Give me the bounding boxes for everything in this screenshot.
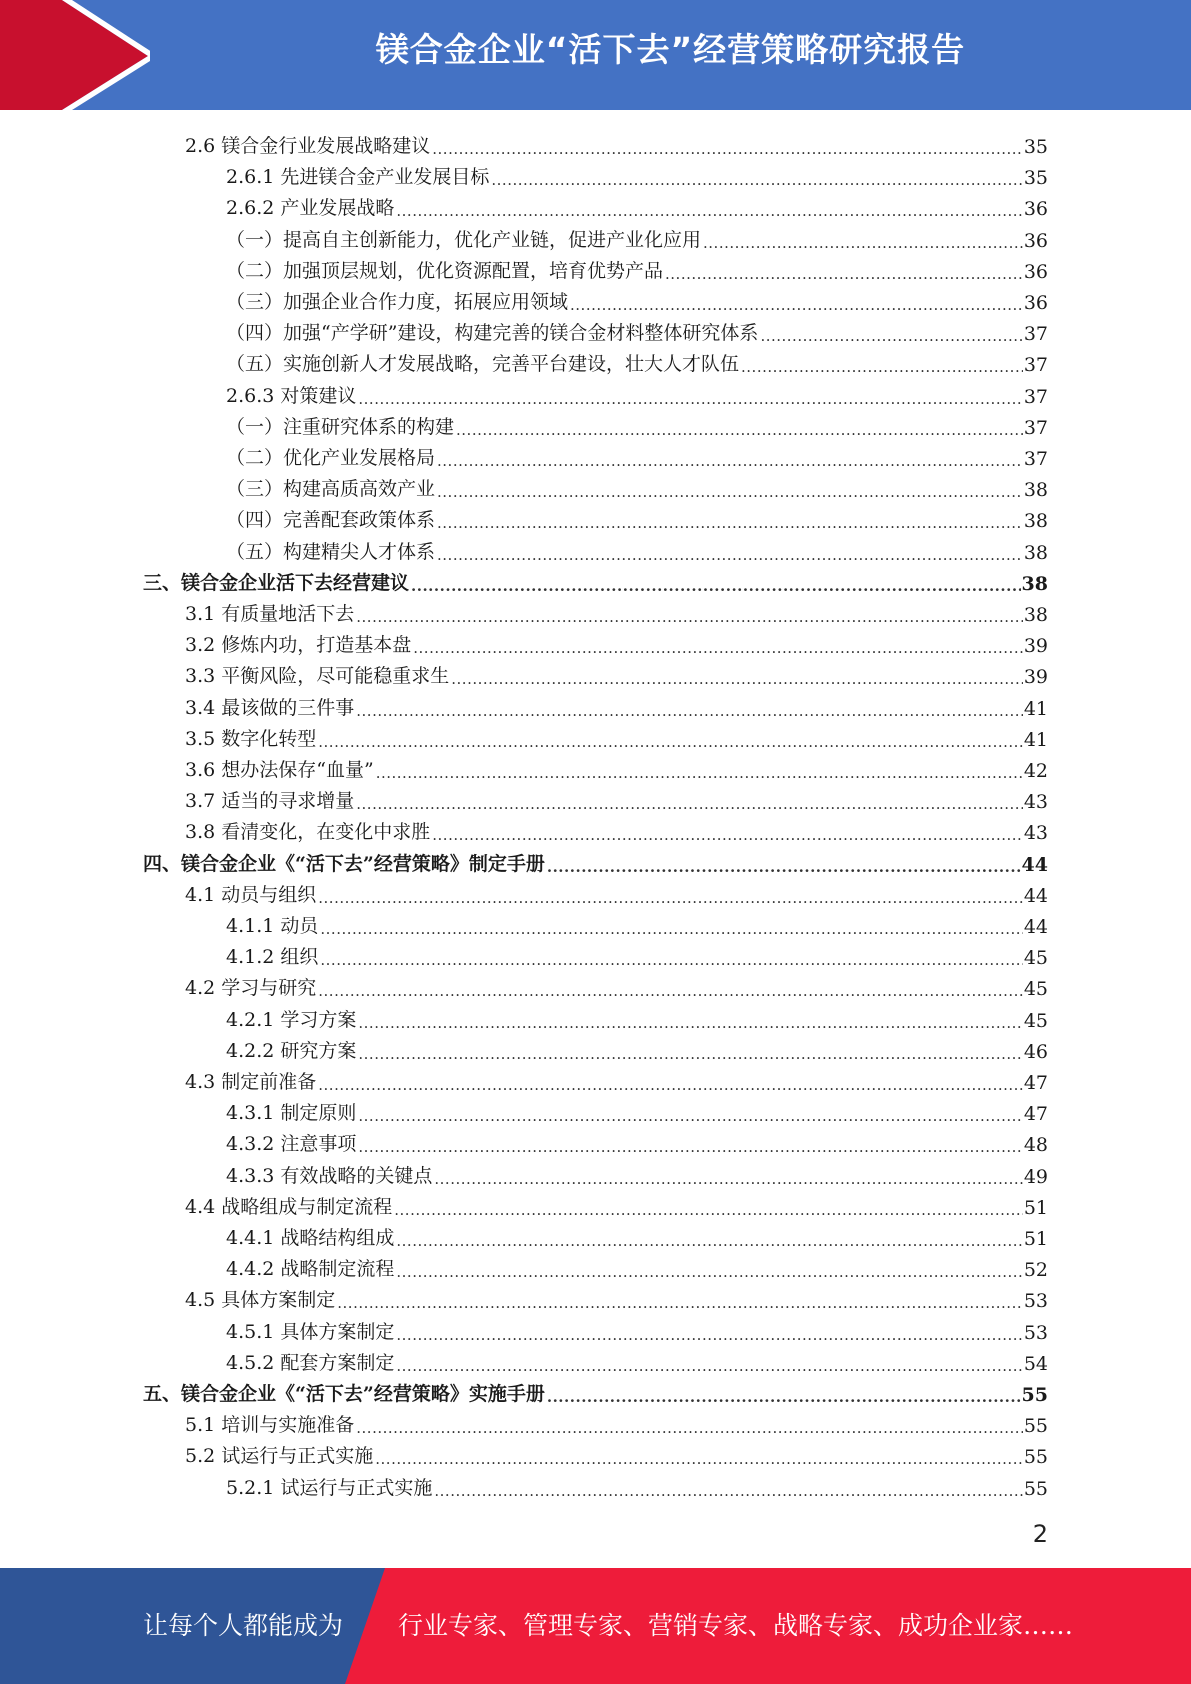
toc-leader-dots	[491, 169, 1022, 189]
toc-entry[interactable]	[226, 533, 1048, 564]
toc-entry-label: （四）完善配套政策体系	[226, 509, 436, 532]
toc-entry[interactable]	[226, 408, 1048, 439]
toc-entry-label: （一）提高自主创新能力，优化产业链，促进产业化应用	[226, 228, 702, 251]
footer-slogan-right: 行业专家、管理专家、营销专家、战略专家、成功企业家……	[398, 1611, 1074, 1640]
toc-leader-dots	[547, 1386, 1021, 1406]
toc-leader-dots	[437, 544, 1023, 564]
toc-entry-page: 53	[1023, 1290, 1048, 1313]
toc-entry-label: 3.1 有质量地活下去	[185, 603, 355, 625]
toc-entry-label: 3.3 平衡风险，尽可能稳重求生	[185, 665, 450, 688]
toc-entry[interactable]	[185, 689, 1048, 720]
toc-entry-label: 3.6 想办法保存“血量”	[185, 759, 374, 781]
toc-leader-dots	[318, 731, 1023, 751]
toc-entry-label: 4.5.1 具体方案制定	[226, 1320, 395, 1343]
toc-entry[interactable]	[226, 1157, 1048, 1188]
toc-entry-label: （二）优化产业发展格局	[226, 447, 436, 469]
toc-entry[interactable]	[226, 158, 1048, 189]
toc-leader-dots	[396, 1324, 1022, 1344]
toc-entry-label: 4.4 战略组成与制定流程	[185, 1195, 393, 1218]
toc-entry-page: 55	[1023, 1415, 1048, 1438]
toc-leader-dots	[356, 793, 1023, 813]
toc-leader-dots	[318, 980, 1023, 1000]
toc-entry[interactable]	[226, 221, 1048, 252]
toc-entry[interactable]	[226, 1344, 1048, 1375]
toc-entry[interactable]	[226, 1313, 1048, 1344]
toc-leader-dots	[358, 388, 1022, 408]
toc-leader-dots	[358, 1012, 1022, 1032]
toc-entry-label: 4.1.1 动员	[226, 915, 319, 937]
toc-entry[interactable]	[226, 252, 1048, 283]
toc-entry-label: 4.5.2 配套方案制定	[226, 1351, 395, 1374]
toc-entry-label: 4.3.2 注意事项	[226, 1133, 357, 1156]
toc-entry-label: 4.1 动员与组织	[185, 883, 317, 906]
toc-entry-label: （三）加强企业合作力度，拓展应用领域	[226, 291, 569, 313]
toc-leader-dots	[396, 1230, 1022, 1250]
toc-entry-page: 45	[1023, 978, 1048, 1001]
toc-entry-page: 44	[1023, 916, 1048, 938]
toc-entry-page: 38	[1023, 604, 1048, 626]
toc-entry[interactable]	[226, 1032, 1048, 1063]
toc-entry-label: 5.1 培训与实施准备	[185, 1414, 355, 1437]
toc-entry-label: （二）加强顶层规划，优化资源配置，培育优势产品	[226, 259, 664, 282]
toc-entry-page: 48	[1023, 1134, 1048, 1157]
toc-entry-page: 37	[1023, 354, 1048, 377]
toc-entry-page: 37	[1023, 416, 1048, 439]
toc-entry[interactable]	[185, 657, 1048, 688]
toc-entry-page: 35	[1023, 136, 1048, 158]
toc-entry[interactable]	[185, 1063, 1048, 1094]
toc-leader-dots	[741, 356, 1023, 376]
toc-entry-page: 44	[1021, 853, 1048, 876]
toc-entry-label: 三、镁合金企业活下去经营建议	[143, 571, 410, 594]
toc-entry[interactable]	[226, 1219, 1048, 1250]
toc-leader-dots	[432, 138, 1023, 158]
toc-leader-dots	[358, 1105, 1022, 1125]
toc-entry[interactable]	[226, 314, 1048, 345]
toc-entry-label: （三）构建高质高效产业	[226, 478, 436, 501]
toc-entry-page: 39	[1023, 635, 1048, 658]
toc-leader-dots	[434, 1480, 1022, 1500]
toc-leader-dots	[356, 700, 1023, 720]
toc-entry-page: 43	[1023, 822, 1048, 845]
toc-entry[interactable]	[185, 1437, 1048, 1468]
toc-entry[interactable]	[226, 470, 1048, 501]
toc-leader-dots	[394, 1199, 1023, 1219]
footer-slogan-left: 让每个人都能成为	[143, 1611, 344, 1640]
toc-entry-page: 44	[1023, 884, 1048, 907]
toc-leader-dots	[437, 481, 1023, 501]
toc-entry[interactable]	[143, 564, 1048, 595]
toc-entry-page: 51	[1023, 1228, 1048, 1250]
toc-entry-label: 4.2.2 研究方案	[226, 1039, 357, 1062]
toc-leader-dots	[456, 419, 1023, 439]
toc-leader-dots	[337, 1292, 1023, 1312]
toc-leader-dots	[411, 575, 1021, 595]
toc-entry-page: 55	[1023, 1477, 1048, 1500]
toc-entry-label: （一）注重研究体系的构建	[226, 415, 455, 438]
toc-entry-label: 4.3.3 有效战略的关键点	[226, 1164, 433, 1187]
toc-entry-page: 46	[1023, 1040, 1048, 1063]
toc-entry[interactable]	[226, 189, 1048, 220]
toc-leader-dots	[375, 1448, 1023, 1468]
toc-entry-label: 4.2 学习与研究	[185, 977, 317, 1000]
toc-entry[interactable]	[185, 720, 1048, 751]
toc-entry-label: 5.2 试运行与正式实施	[185, 1445, 374, 1468]
toc-entry-label: 4.4.1 战略结构组成	[226, 1227, 395, 1249]
header-red-chevron	[0, 0, 150, 110]
toc-entry-label: 4.4.2 战略制定流程	[226, 1258, 395, 1281]
toc-entry-label: 五、镁合金企业《“活下去”经营策略》实施手册	[143, 1383, 545, 1405]
toc-entry-page: 37	[1023, 323, 1048, 346]
toc-leader-dots	[434, 1168, 1022, 1188]
toc-entry[interactable]	[185, 626, 1048, 657]
toc-entry-label: （五）构建精尖人才体系	[226, 540, 436, 563]
toc-leader-dots	[547, 856, 1021, 876]
toc-entry-page: 47	[1023, 1103, 1048, 1126]
toc-leader-dots	[356, 606, 1023, 626]
toc-entry-page: 38	[1023, 541, 1048, 564]
toc-entry-page: 52	[1023, 1259, 1048, 1282]
toc-entry-label: 4.3.1 制定原则	[226, 1102, 357, 1125]
toc-entry[interactable]	[226, 1125, 1048, 1156]
toc-entry[interactable]	[185, 751, 1048, 782]
toc-entry-page: 38	[1023, 510, 1048, 533]
toc-entry-label: （五）实施创新人才发展战略，完善平台建设，壮大人才队伍	[226, 353, 740, 376]
toc-entry-label: 3.5 数字化转型	[185, 727, 317, 750]
toc-leader-dots	[760, 325, 1022, 345]
toc-entry-page: 38	[1021, 572, 1048, 595]
toc-entry-page: 35	[1023, 167, 1048, 190]
page-footer	[0, 1568, 1191, 1684]
toc-entry-label: 4.5 具体方案制定	[185, 1289, 336, 1312]
toc-entry[interactable]	[226, 1001, 1048, 1032]
toc-leader-dots	[396, 1355, 1022, 1375]
toc-leader-dots	[432, 824, 1023, 844]
toc-entry-page: 55	[1023, 1446, 1048, 1469]
page-header	[0, 0, 1191, 110]
toc-leader-dots	[318, 1074, 1023, 1094]
toc-entry-page: 41	[1023, 728, 1048, 751]
toc-entry-label: 四、镁合金企业《“活下去”经营策略》制定手册	[143, 852, 545, 875]
toc-entry-page: 36	[1023, 229, 1048, 252]
toc-entry[interactable]	[185, 1281, 1048, 1312]
toc-entry-page: 45	[1023, 1009, 1048, 1032]
toc-entry-page: 47	[1023, 1072, 1048, 1094]
toc-entry[interactable]	[185, 1406, 1048, 1437]
toc-entry[interactable]	[226, 439, 1048, 470]
toc-entry[interactable]	[226, 1469, 1048, 1500]
toc-leader-dots	[413, 637, 1023, 657]
toc-entry[interactable]	[226, 283, 1048, 314]
toc-entry-page: 36	[1023, 292, 1048, 314]
toc-entry-page: 41	[1023, 697, 1048, 720]
toc-entry-page: 39	[1023, 666, 1048, 689]
toc-entry-page: 43	[1023, 791, 1048, 814]
toc-leader-dots	[356, 1417, 1023, 1437]
toc-entry[interactable]	[185, 813, 1048, 844]
toc-entry[interactable]	[185, 969, 1048, 1000]
toc-entry-label: （四）加强“产学研”建设，构建完善的镁合金材料整体研究体系	[226, 322, 759, 345]
toc-entry-label: 2.6.3 对策建议	[226, 384, 357, 407]
toc-entry-label: 4.3 制定前准备	[185, 1071, 317, 1093]
toc-entry[interactable]	[185, 127, 1048, 158]
toc-entry-label: 3.2 修炼内功，打造基本盘	[185, 634, 412, 657]
toc-leader-dots	[376, 762, 1023, 782]
toc-entry[interactable]	[226, 907, 1048, 938]
page-number: 2	[1032, 1520, 1048, 1548]
toc-entry-page: 53	[1023, 1321, 1048, 1344]
toc-leader-dots	[665, 263, 1023, 283]
toc-entry-label: 5.2.1 试运行与正式实施	[226, 1476, 433, 1499]
toc-entry-label: 3.8 看清变化，在变化中求胜	[185, 821, 431, 844]
toc-entry[interactable]	[185, 595, 1048, 626]
toc-entry-label: 2.6.1 先进镁合金产业发展目标	[226, 166, 490, 189]
toc-entry-page: 51	[1023, 1196, 1048, 1219]
toc-entry-label: 3.7 适当的寻求增量	[185, 790, 355, 813]
toc-entry[interactable]	[226, 1250, 1048, 1281]
toc-leader-dots	[320, 918, 1022, 938]
toc-entry[interactable]	[143, 1375, 1048, 1406]
toc-leader-dots	[318, 887, 1023, 907]
toc-entry-page: 38	[1023, 479, 1048, 502]
toc-entry-page: 36	[1023, 260, 1048, 283]
toc-entry[interactable]	[185, 1188, 1048, 1219]
toc-leader-dots	[396, 1261, 1022, 1281]
toc-leader-dots	[437, 450, 1023, 470]
toc-leader-dots	[451, 668, 1023, 688]
toc-entry[interactable]	[226, 938, 1048, 969]
toc-entry-label: 2.6.2 产业发展战略	[226, 197, 395, 220]
toc-entry[interactable]	[226, 377, 1048, 408]
toc-entry-label: 2.6 镁合金行业发展战略建议	[185, 135, 431, 157]
toc-entry-label: 3.4 最该做的三件事	[185, 696, 355, 719]
toc-entry-page: 37	[1023, 385, 1048, 408]
toc-leader-dots	[396, 200, 1022, 220]
report-title: 镁合金企业“活下去”经营策略研究报告	[375, 30, 966, 69]
toc-entry-page: 54	[1023, 1352, 1048, 1375]
toc-entry[interactable]	[143, 845, 1048, 876]
toc-leader-dots	[437, 512, 1023, 532]
toc-entry-page: 49	[1023, 1165, 1048, 1188]
toc-entry-page: 42	[1023, 760, 1048, 782]
toc-entry[interactable]	[185, 782, 1048, 813]
toc-entry[interactable]	[226, 1094, 1048, 1125]
toc-entry-page: 36	[1023, 198, 1048, 221]
toc-entry-page: 37	[1023, 448, 1048, 470]
toc-leader-dots	[320, 949, 1022, 969]
toc-entry[interactable]	[226, 345, 1048, 376]
toc-entry-label: 4.1.2 组织	[226, 946, 319, 969]
toc-leader-dots	[703, 232, 1023, 252]
toc-entry-page: 45	[1023, 947, 1048, 970]
toc-entry[interactable]	[226, 501, 1048, 532]
toc-entry-label: 4.2.1 学习方案	[226, 1008, 357, 1031]
toc-leader-dots	[358, 1043, 1022, 1063]
toc-entry[interactable]	[185, 876, 1048, 907]
toc-leader-dots	[570, 294, 1023, 314]
toc-leader-dots	[358, 1136, 1022, 1156]
toc-entry-page: 55	[1021, 1384, 1048, 1406]
